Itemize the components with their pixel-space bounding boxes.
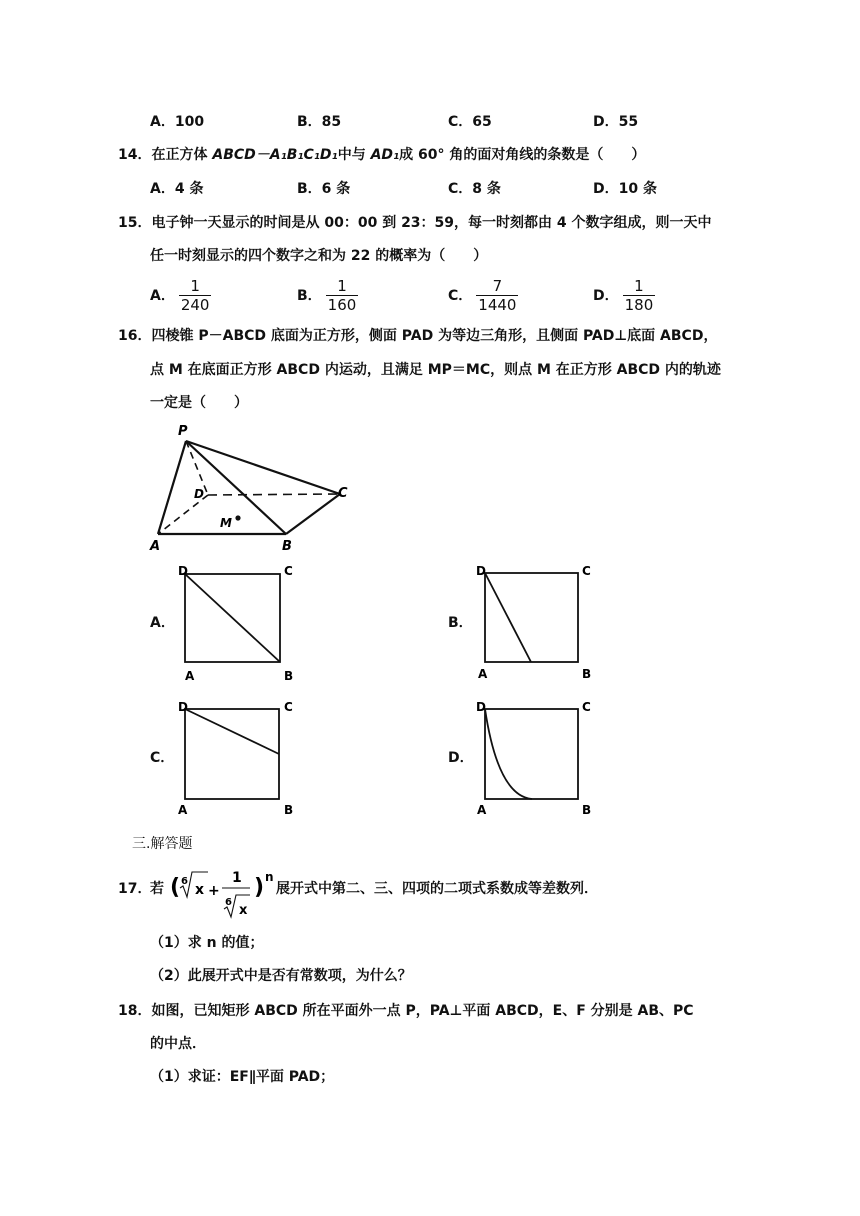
corner-a: A bbox=[477, 803, 487, 817]
section-heading: 三.解答题 bbox=[132, 836, 193, 852]
q14-line-name: AD₁ bbox=[370, 147, 400, 163]
radicand: x bbox=[195, 882, 205, 898]
label-m: M bbox=[220, 516, 232, 530]
q15-option-b bbox=[297, 278, 358, 314]
corner-b: B bbox=[582, 667, 592, 681]
q16-option-b-label: B． bbox=[448, 615, 473, 631]
edge-dc bbox=[208, 494, 340, 495]
corner-b: B bbox=[284, 669, 294, 683]
q14-stem-post: 成 60° 角的面对角线的条数是（ ） bbox=[399, 147, 646, 163]
corner-c: C bbox=[284, 700, 293, 714]
q16-option-b-figure bbox=[470, 562, 600, 686]
edge-pc bbox=[186, 441, 340, 494]
fraction-numerator: 1 bbox=[232, 870, 242, 886]
trajectory-line bbox=[185, 709, 279, 754]
q16-option-d-figure bbox=[470, 698, 600, 822]
pyramid-edges bbox=[158, 441, 340, 534]
open-paren: ( bbox=[170, 875, 181, 900]
q14-option-a: A．4 条 bbox=[150, 181, 204, 197]
fraction-numerator: 1 bbox=[337, 277, 347, 295]
edge-pa bbox=[158, 441, 186, 534]
q15-option-b-label: B． bbox=[297, 288, 322, 304]
trajectory-curve bbox=[485, 709, 532, 799]
q14-option-b: B．6 条 bbox=[297, 181, 351, 197]
fraction-denominator: 180 bbox=[624, 296, 654, 314]
fraction-numerator: 1 bbox=[634, 277, 644, 295]
corner-d: D bbox=[178, 564, 188, 578]
q15-option-c-label: C． bbox=[448, 288, 473, 304]
q17-stem: 展开式中第二、三、四项的二项式系数成等差数列． bbox=[276, 881, 598, 897]
corner-b: B bbox=[284, 803, 294, 817]
q18-line1-text: 如图，已知矩形 ABCD 所在平面外一点 P，PA⊥平面 ABCD，E、F 分别是 AB、PC bbox=[151, 1003, 694, 1019]
corner-a: A bbox=[178, 803, 188, 817]
q14-stem-pre: 在正方体 bbox=[151, 147, 208, 163]
q13-option-c: C．65 bbox=[448, 114, 492, 130]
q17-sub1: （1）求 n 的值； bbox=[150, 935, 264, 951]
fraction-numerator: 1 bbox=[190, 277, 200, 295]
q16-stem-line2: 点 M 在底面正方形 ABCD 内运动，且满足 MP＝MC，则点 M 在正方形 ABCD 内的轨迹 bbox=[150, 362, 721, 378]
root-index: 6 bbox=[181, 876, 188, 887]
q14-stem bbox=[118, 145, 645, 165]
fraction-denominator: 1440 bbox=[478, 296, 517, 314]
close-paren: ) bbox=[254, 875, 265, 900]
q18-stem-line1 bbox=[118, 1001, 694, 1021]
corner-d: D bbox=[476, 700, 486, 714]
trajectory-line bbox=[185, 574, 280, 662]
corner-c: C bbox=[582, 564, 591, 578]
q14-option-d: D．10 条 bbox=[593, 181, 657, 197]
q18-number: 18． bbox=[118, 1003, 152, 1019]
corner-c: C bbox=[582, 700, 591, 714]
label-p: P bbox=[178, 424, 188, 439]
q13-option-b: B．85 bbox=[297, 114, 342, 130]
fraction-denominator: 160 bbox=[327, 296, 357, 314]
q14-cube-name: ABCD－A₁B₁C₁D₁ bbox=[212, 147, 338, 163]
q17-sub2: （2）此展开式中是否有常数项，为什么？ bbox=[150, 968, 412, 984]
q14-number: 14． bbox=[118, 147, 152, 163]
q15-option-d bbox=[593, 278, 655, 314]
corner-d: D bbox=[476, 564, 486, 578]
square-abcd bbox=[485, 573, 578, 662]
fraction bbox=[326, 278, 359, 314]
q16-stem-line1 bbox=[118, 326, 717, 346]
corner-b: B bbox=[582, 803, 592, 817]
q14-stem-mid: 中与 bbox=[337, 147, 366, 163]
pyramid-figure bbox=[140, 420, 370, 552]
fraction-denominator: 240 bbox=[180, 296, 210, 314]
label-a: A bbox=[150, 539, 161, 552]
q17-pre: 若 bbox=[150, 881, 164, 897]
plus-sign: + bbox=[208, 883, 220, 899]
label-d: D bbox=[194, 487, 204, 501]
square-abcd bbox=[485, 709, 578, 799]
pyramid-hidden-edges bbox=[158, 441, 340, 534]
q16-option-a-figure bbox=[172, 562, 302, 686]
trajectory-line bbox=[485, 573, 531, 662]
q18-sub1: （1）求证：EF∥平面 PAD； bbox=[150, 1069, 335, 1085]
q16-line1-text: 四棱锥 P－ABCD 底面为正方形，侧面 PAD 为等边三角形，且侧面 PAD⊥底面 ABCD， bbox=[151, 328, 718, 344]
square-abcd bbox=[185, 709, 279, 799]
label-c: C bbox=[338, 486, 348, 501]
q15-option-a-label: A． bbox=[150, 288, 175, 304]
edge-bc bbox=[286, 494, 340, 534]
corner-c: C bbox=[284, 564, 293, 578]
q15-option-c bbox=[448, 278, 518, 314]
q15-number: 15． bbox=[118, 215, 152, 231]
q13-option-d: D．55 bbox=[593, 114, 639, 130]
q16-number: 16． bbox=[118, 328, 152, 344]
q16-option-d-label: D． bbox=[448, 750, 474, 766]
q16-option-c-figure bbox=[172, 698, 302, 822]
q14-option-c: C．8 条 bbox=[448, 181, 501, 197]
q15-line1-text: 电子钟一天显示的时间是从 00：00 到 23：59，每一时刻都由 4 个数字组成，则一天中 bbox=[151, 215, 712, 231]
q13-option-a: A．100 bbox=[150, 114, 205, 130]
radicand: x bbox=[239, 903, 248, 918]
fraction bbox=[476, 278, 518, 314]
fraction bbox=[179, 278, 212, 314]
label-b: B bbox=[282, 539, 292, 552]
q15-stem-line2: 任一时刻显示的四个数字之和为 22 的概率为（ ） bbox=[150, 248, 488, 264]
q16-option-c-label: C． bbox=[150, 750, 175, 766]
exponent: n bbox=[265, 870, 274, 884]
q16-option-a-label: A． bbox=[150, 615, 175, 631]
q17-binomial-expression bbox=[168, 864, 288, 920]
q15-option-d-label: D． bbox=[593, 288, 619, 304]
q17-number: 17． bbox=[118, 881, 152, 897]
point-m bbox=[235, 515, 240, 520]
fraction bbox=[623, 278, 656, 314]
corner-a: A bbox=[478, 667, 488, 681]
corner-a: A bbox=[185, 669, 195, 683]
root-index: 6 bbox=[225, 897, 232, 908]
corner-d: D bbox=[178, 700, 188, 714]
fraction-numerator: 7 bbox=[492, 277, 503, 295]
q16-stem-line3: 一定是（ ） bbox=[150, 395, 248, 411]
q15-stem-line1 bbox=[118, 213, 712, 233]
q18-stem-line2: 的中点． bbox=[150, 1036, 206, 1052]
q15-option-a bbox=[150, 278, 211, 314]
